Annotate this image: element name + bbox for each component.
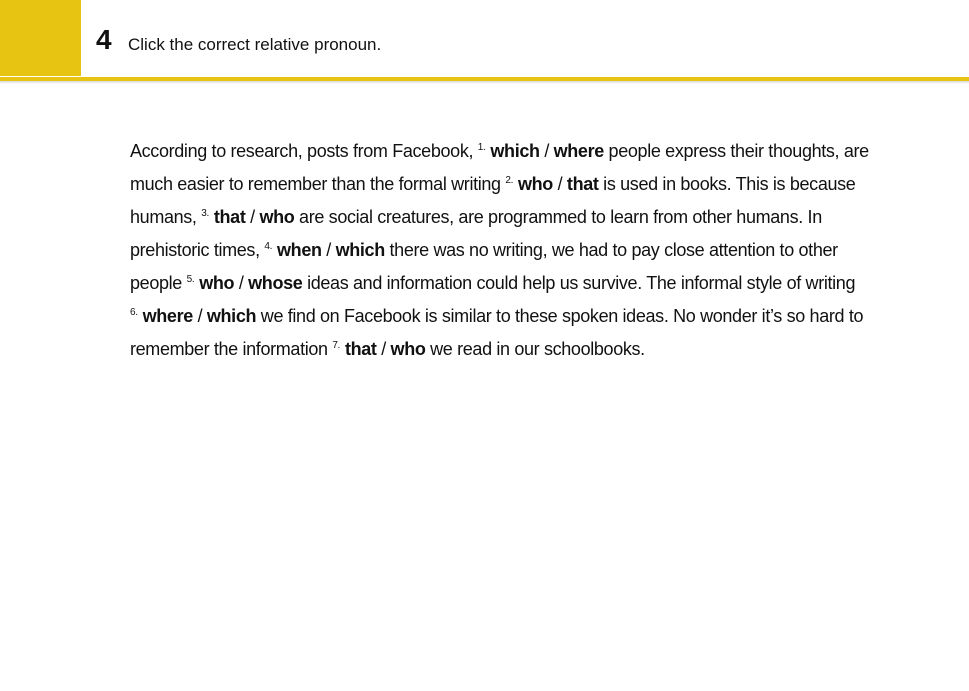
option-separator: / xyxy=(245,207,260,227)
option-1-where[interactable]: where xyxy=(553,141,604,161)
option-separator: / xyxy=(539,141,554,161)
passage-text: there was no writing, we had to pay close attention to other people xyxy=(130,240,838,293)
exercise-instruction: Click the correct relative pronoun. xyxy=(128,35,382,54)
item-number-7: 7. xyxy=(332,340,340,351)
option-separator: / xyxy=(376,339,391,359)
option-separator: / xyxy=(321,240,336,260)
option-3-who[interactable]: who xyxy=(259,207,295,227)
exercise-passage xyxy=(130,135,870,366)
passage-text: people express their thoughts, are much easier to remember than the formal writing xyxy=(130,141,869,194)
option-5-who[interactable]: who xyxy=(199,273,235,293)
option-1-which[interactable]: which xyxy=(490,141,540,161)
item-number-6: 6. xyxy=(130,307,138,318)
exercise-number: 4 xyxy=(96,24,112,55)
item-number-2: 2. xyxy=(505,175,514,186)
option-7-who[interactable]: who xyxy=(390,339,426,359)
option-2-who[interactable]: who xyxy=(518,174,553,194)
option-4-which[interactable]: which xyxy=(335,240,385,260)
option-separator: / xyxy=(234,273,249,293)
item-number-4: 4. xyxy=(264,241,273,252)
option-6-where[interactable]: where xyxy=(142,306,193,326)
passage-text: we read in our schoolbooks. xyxy=(425,339,645,359)
item-number-3: 3. xyxy=(201,208,209,219)
option-3-that[interactable]: that xyxy=(213,207,246,227)
header-divider-shadow xyxy=(0,81,969,84)
item-number-1: 1. xyxy=(477,142,486,153)
option-5-whose[interactable]: whose xyxy=(248,273,303,293)
passage-text: we find on Facebook is similar to these spoken ideas. No wonder it’s so hard to remember the information xyxy=(130,306,864,359)
header-accent-block xyxy=(0,0,81,76)
passage-text: is used in books. This is because humans, xyxy=(130,174,856,227)
item-number-5: 5. xyxy=(186,274,195,285)
passage-text: According to research, posts from Facebook, xyxy=(130,141,478,161)
passage-text: are social creatures, are programmed to learn from other humans. In prehistoric times, xyxy=(130,207,822,260)
option-separator: / xyxy=(552,174,567,194)
passage-text: ideas and information could help us survive. The informal style of writing xyxy=(302,273,856,293)
option-6-which[interactable]: which xyxy=(206,306,257,326)
option-7-that[interactable]: that xyxy=(344,339,377,359)
option-4-when[interactable]: when xyxy=(277,240,322,260)
option-2-that[interactable]: that xyxy=(566,174,599,194)
option-separator: / xyxy=(192,306,207,326)
